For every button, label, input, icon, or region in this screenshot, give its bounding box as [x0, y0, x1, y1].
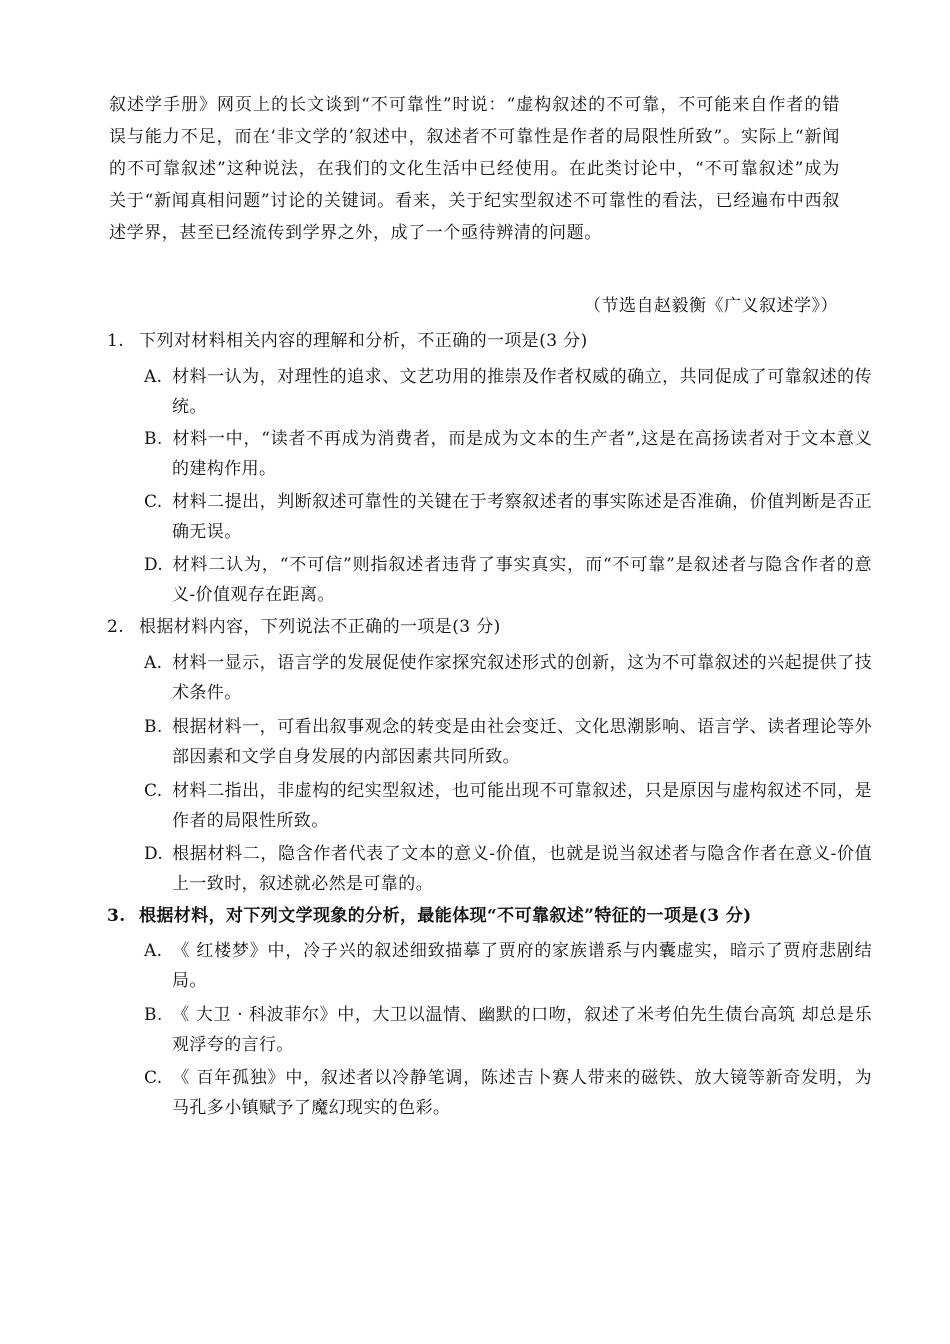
- option-label: B.: [144, 717, 163, 737]
- option-text: 《 大卫 · 科波菲尔》中，大卫以温情、幽默的口吻，叙述了米考伯先生债台高筑 却总是乐观浮夸的言行。: [172, 1005, 872, 1055]
- option-label: A.: [144, 367, 163, 387]
- question-text: 下列对材料相关内容的理解和分析，不正确的一项是(3 分): [139, 331, 588, 351]
- option-label: D.: [144, 555, 164, 575]
- question-2-option-a: [144, 648, 872, 708]
- question-number: 2.: [107, 617, 125, 637]
- question-2-option-c: [144, 776, 872, 836]
- option-label: C.: [144, 781, 163, 801]
- question-1-option-c: [144, 487, 872, 547]
- question-number: 1.: [107, 331, 125, 351]
- option-label: D.: [144, 844, 164, 864]
- option-text: 材料二提出，判断叙述可靠性的关键在于考察叙述者的事实陈述是否准确，价值判断是否正确无误。: [172, 492, 872, 542]
- question-text: 根据材料内容，下列说法不正确的一项是(3 分): [139, 617, 501, 637]
- option-text: 《 红楼梦》中，冷子兴的叙述细致描摹了贾府的家族谱系与内囊虚实，暗示了贾府悲剧结局。: [172, 941, 872, 991]
- question-2-option-b: [144, 712, 872, 772]
- option-text: 《 百年孤独》中，叙述者以冷静笔调，陈述吉卜赛人带来的磁铁、放大镜等新奇发明，为马孔多小镇赋予了魔幻现实的色彩。: [172, 1068, 872, 1118]
- option-label: C.: [144, 492, 163, 512]
- option-text: 材料一中，“读者不再成为消费者，而是成为文本的生产者”,这是在高扬读者对于文本意义的建构作用。: [172, 429, 872, 479]
- option-text: 材料一认为，对理性的追求、文艺功用的推崇及作者权威的确立，共同促成了可靠叙述的传统。: [172, 367, 872, 417]
- question-1-option-a: [144, 362, 872, 422]
- option-text: 材料二指出，非虚构的纪实型叙述，也可能出现不可靠叙述，只是原因与虚构叙述不同，是作者的局限性所致。: [172, 781, 872, 831]
- option-text: 材料二认为，“不可信”则指叙述者违背了事实真实，而“不可靠”是叙述者与隐含作者的意义-价值观存在距离。: [172, 555, 872, 605]
- option-text: 根据材料二，隐含作者代表了文本的意义-价值，也就是说当叙述者与隐含作者在意义-价值上一致时，叙述就必然是可靠的。: [172, 844, 872, 894]
- question-text: 根据材料，对下列文学现象的分析，最能体现“不可靠叙述”特征的一项是(3 分): [139, 906, 752, 926]
- option-text: 材料一显示，语言学的发展促使作家探究叙述形式的创新，这为不可靠叙述的兴起提供了技术条件。: [172, 653, 872, 703]
- question-3-stem: [107, 902, 847, 930]
- question-2-stem: [107, 613, 847, 641]
- question-3-option-b: [144, 1000, 872, 1060]
- passage-source: （节选自赵毅衡《广义叙述学》）: [584, 296, 838, 316]
- option-label: B.: [144, 1005, 163, 1025]
- question-1-stem: [107, 327, 847, 355]
- question-3-option-a: [144, 936, 872, 996]
- question-number: 3.: [107, 906, 126, 926]
- question-2-option-d: [144, 839, 872, 899]
- option-label: A.: [144, 653, 163, 673]
- passage-paragraph: 叙述学手册》网页上的长文谈到“不可靠性”时说：“虚构叙述的不可靠，不可能来自作者的错误与能力不足，而在‘非文学的’叙述中，叙述者不可靠性是作者的局限性所致”。实际上“新闻的不可靠叙述”这种说法，在我们的文化生活中已经使用。在此类讨论中，“不可靠叙述”成为关于“新闻真相问题”讨论的关键词。看来，关于纪实型叙述不可靠性的看法，已经遍布中西叙述学界，甚至已经流传到学界之外，成了一个亟待辨清的问题。: [109, 95, 840, 243]
- option-text: 根据材料一，可看出叙事观念的转变是由社会变迁、文化思潮影响、语言学、读者理论等外部因素和文学自身发展的内部因素共同所致。: [172, 717, 872, 767]
- question-1-option-d: [144, 550, 872, 610]
- option-label: A.: [144, 941, 163, 961]
- option-label: C.: [144, 1068, 163, 1088]
- option-label: B.: [144, 429, 163, 449]
- question-3-option-c: [144, 1063, 872, 1123]
- question-1-option-b: [144, 424, 872, 484]
